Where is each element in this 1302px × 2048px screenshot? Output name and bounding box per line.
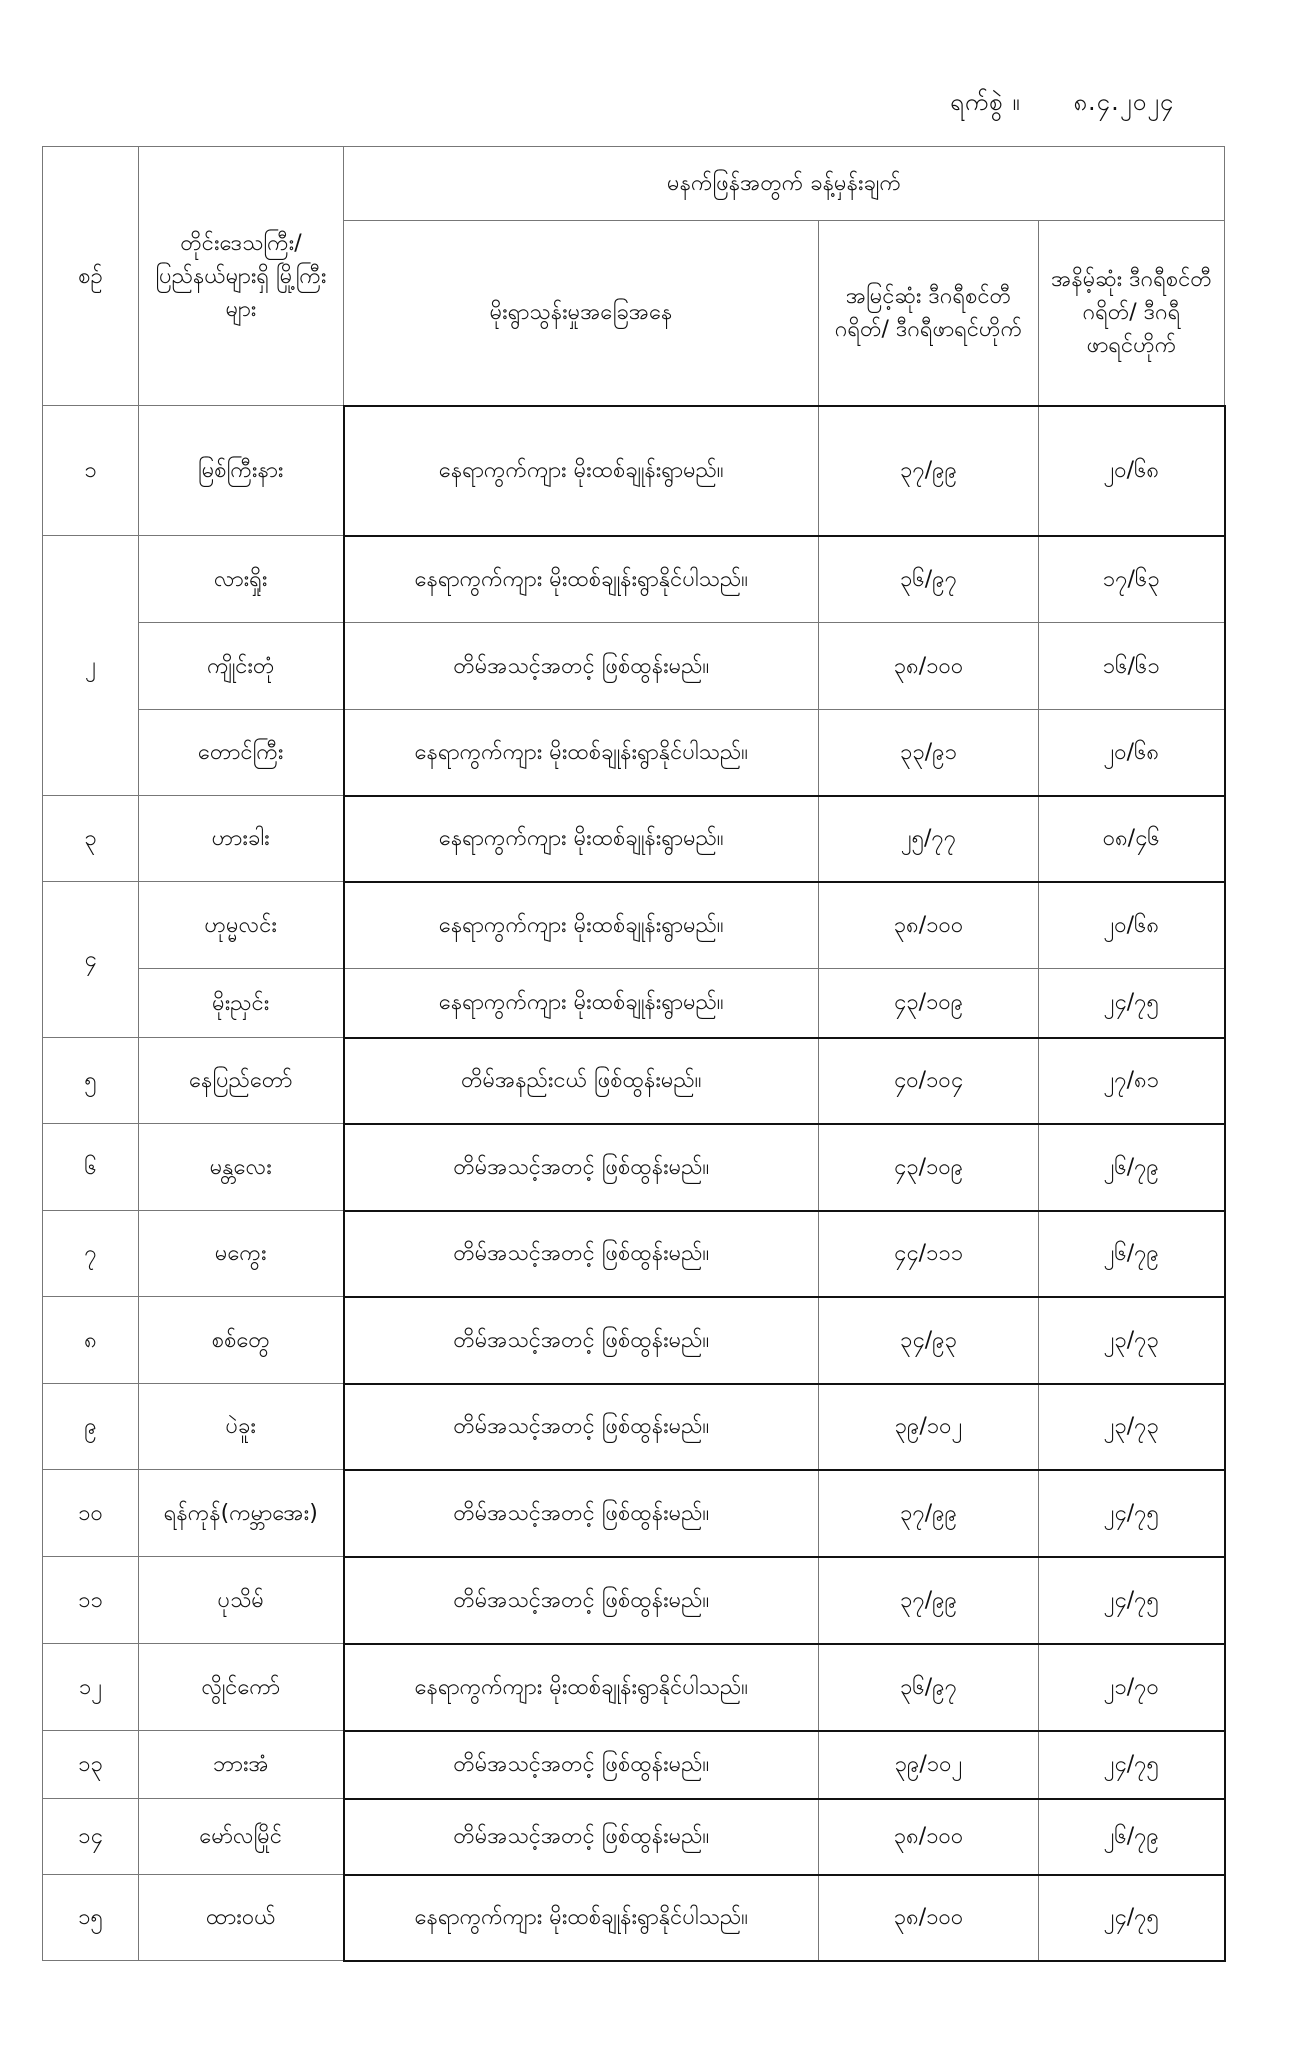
row-number: ၁၅ [43, 1875, 139, 1961]
document-date [950, 86, 1174, 122]
min-temperature: ၁၇/၆၃ [1039, 536, 1225, 623]
table-row [43, 1470, 1225, 1557]
min-temperature: ၂၇/၈၁ [1039, 1038, 1225, 1124]
table-row [43, 1297, 1225, 1384]
table-row [43, 406, 1225, 536]
city-name: မြစ်ကြီးနား [139, 406, 344, 536]
row-number: ၁၂ [43, 1644, 139, 1731]
max-temperature: ၄၄/၁၁၁ [819, 1211, 1039, 1297]
table-row [43, 1875, 1225, 1961]
weather-condition: တိမ်အသင့်အတင့် ဖြစ်ထွန်းမည်။ [344, 1731, 819, 1799]
min-temperature: ၂၆/၇၉ [1039, 1799, 1225, 1875]
weather-condition: တိမ်အသင့်အတင့် ဖြစ်ထွန်းမည်။ [344, 1470, 819, 1557]
header-region: တိုင်းဒေသကြီး/ ပြည်နယ်များရှိ မြို့ကြီးများ [139, 147, 344, 406]
weather-condition: နေရာကွက်ကျား မိုးထစ်ချုန်းရွာမည်။ [344, 969, 819, 1038]
max-temperature: ၄၃/၁၀၉ [819, 969, 1039, 1038]
table-row [43, 536, 1225, 623]
table-row [43, 1211, 1225, 1297]
max-temperature: ၃၆/၉၇ [819, 1644, 1039, 1731]
min-temperature: ၂၃/၇၃ [1039, 1297, 1225, 1384]
weather-condition: တိမ်အသင့်အတင့် ဖြစ်ထွန်းမည်။ [344, 1297, 819, 1384]
row-number: ၁၀ [43, 1470, 139, 1557]
weather-condition: နေရာကွက်ကျား မိုးထစ်ချုန်းရွာမည်။ [344, 882, 819, 969]
row-number: ၁၁ [43, 1557, 139, 1644]
weather-condition: နေရာကွက်ကျား မိုးထစ်ချုန်းရွာမည်။ [344, 406, 819, 536]
weather-condition: တိမ်အသင့်အတင့် ဖြစ်ထွန်းမည်။ [344, 623, 819, 710]
row-number: ၁ [43, 406, 139, 536]
max-temperature: ၃၇/၉၉ [819, 406, 1039, 536]
city-name: ဘားအံ [139, 1731, 344, 1799]
table-row [43, 1799, 1225, 1875]
row-number: ၆ [43, 1124, 139, 1211]
table-row [43, 1644, 1225, 1731]
table-row [43, 1731, 1225, 1799]
city-name: ပဲခူး [139, 1384, 344, 1470]
header-min-temp: အနိမ့်ဆုံး ဒီဂရီစင်တီဂရိတ်/ ဒီဂရီဖာရင်ဟိုက် [1039, 221, 1225, 406]
table-row [43, 710, 1225, 796]
max-temperature: ၃၉/၁၀၂ [819, 1731, 1039, 1799]
city-name: ဟားခါး [139, 796, 344, 882]
city-name: စစ်တွေ [139, 1297, 344, 1384]
table-row [43, 1124, 1225, 1211]
weather-condition: တိမ်အသင့်အတင့် ဖြစ်ထွန်းမည်။ [344, 1211, 819, 1297]
city-name: လားရှိုး [139, 536, 344, 623]
row-number: ၄ [43, 882, 139, 1038]
city-name: မန္တလေး [139, 1124, 344, 1211]
city-name: ဟုမ္မလင်း [139, 882, 344, 969]
table-row [43, 1557, 1225, 1644]
min-temperature: ၂၄/၇၅ [1039, 969, 1225, 1038]
weather-condition: နေရာကွက်ကျား မိုးထစ်ချုန်းရွာနိုင်ပါသည်။ [344, 710, 819, 796]
city-name: တောင်ကြီး [139, 710, 344, 796]
max-temperature: ၃၆/၉၇ [819, 536, 1039, 623]
max-temperature: ၃၇/၉၉ [819, 1470, 1039, 1557]
min-temperature: ၂၄/၇၅ [1039, 1470, 1225, 1557]
city-name: ထားဝယ် [139, 1875, 344, 1961]
weather-condition: တိမ်အနည်းငယ် ဖြစ်ထွန်းမည်။ [344, 1038, 819, 1124]
table-row [43, 796, 1225, 882]
date-value: ၈.၄.၂၀၂၄ [1073, 88, 1175, 116]
row-number: ၅ [43, 1038, 139, 1124]
weather-condition: တိမ်အသင့်အတင့် ဖြစ်ထွန်းမည်။ [344, 1384, 819, 1470]
max-temperature: ၃၄/၉၃ [819, 1297, 1039, 1384]
min-temperature: ၂၄/၇၅ [1039, 1875, 1225, 1961]
max-temperature: ၂၅/၇၇ [819, 796, 1039, 882]
max-temperature: ၃၃/၉၁ [819, 710, 1039, 796]
weather-condition: နေရာကွက်ကျား မိုးထစ်ချုန်းရွာနိုင်ပါသည်။ [344, 536, 819, 623]
date-label: ရက်စွဲ ။ [950, 88, 1021, 116]
header-max-temp: အမြင့်ဆုံး ဒီဂရီစင်တီဂရိတ်/ ဒီဂရီဖာရင်ဟိုက် [819, 221, 1039, 406]
row-number: ၃ [43, 796, 139, 882]
city-name: လွိုင်ကော် [139, 1644, 344, 1731]
max-temperature: ၃၉/၁၀၂ [819, 1384, 1039, 1470]
city-name: မိုးညှင်း [139, 969, 344, 1038]
table-row [43, 1384, 1225, 1470]
weather-condition: တိမ်အသင့်အတင့် ဖြစ်ထွန်းမည်။ [344, 1557, 819, 1644]
header-no: စဉ် [43, 147, 139, 406]
min-temperature: ၂၄/၇၅ [1039, 1731, 1225, 1799]
max-temperature: ၄၃/၁၀၉ [819, 1124, 1039, 1211]
min-temperature: ၂၄/၇၅ [1039, 1557, 1225, 1644]
max-temperature: ၃၈/၁၀၀ [819, 1799, 1039, 1875]
weather-forecast-table [42, 146, 1226, 1962]
row-number: ၁၄ [43, 1799, 139, 1875]
table-body [43, 406, 1225, 1961]
min-temperature: ၂၁/၇၀ [1039, 1644, 1225, 1731]
weather-condition: နေရာကွက်ကျား မိုးထစ်ချုန်းရွာနိုင်ပါသည်။ [344, 1644, 819, 1731]
min-temperature: ၁၆/၆၁ [1039, 623, 1225, 710]
city-name: ကျိုင်းတုံ [139, 623, 344, 710]
weather-condition: တိမ်အသင့်အတင့် ဖြစ်ထွန်းမည်။ [344, 1799, 819, 1875]
city-name: ပုသိမ် [139, 1557, 344, 1644]
max-temperature: ၃၈/၁၀၀ [819, 882, 1039, 969]
row-number: ၈ [43, 1297, 139, 1384]
max-temperature: ၃၇/၉၉ [819, 1557, 1039, 1644]
max-temperature: ၃၈/၁၀၀ [819, 1875, 1039, 1961]
row-number: ၁၃ [43, 1731, 139, 1799]
table-row [43, 623, 1225, 710]
weather-condition: နေရာကွက်ကျား မိုးထစ်ချုန်းရွာမည်။ [344, 796, 819, 882]
table-row [43, 1038, 1225, 1124]
min-temperature: ၂၆/၇၉ [1039, 1124, 1225, 1211]
min-temperature: ၂၆/၇၉ [1039, 1211, 1225, 1297]
min-temperature: ၂၀/၆၈ [1039, 882, 1225, 969]
min-temperature: ၂၀/၆၈ [1039, 406, 1225, 536]
header-forecast-group: မနက်ဖြန်အတွက် ခန့်မှန်းချက် [344, 147, 1225, 221]
row-number: ၉ [43, 1384, 139, 1470]
min-temperature: ၀၈/၄၆ [1039, 796, 1225, 882]
header-weather: မိုးရွာသွန်းမှုအခြေအနေ [344, 221, 819, 406]
row-number: ၇ [43, 1211, 139, 1297]
table-row [43, 969, 1225, 1038]
city-name: ရန်ကုန်(ကမ္ဘာအေး) [139, 1470, 344, 1557]
max-temperature: ၄၀/၁၀၄ [819, 1038, 1039, 1124]
weather-condition: တိမ်အသင့်အတင့် ဖြစ်ထွန်းမည်။ [344, 1124, 819, 1211]
city-name: မော်လမြိုင် [139, 1799, 344, 1875]
row-number: ၂ [43, 536, 139, 796]
max-temperature: ၃၈/၁၀၀ [819, 623, 1039, 710]
city-name: နေပြည်တော် [139, 1038, 344, 1124]
min-temperature: ၂၃/၇၃ [1039, 1384, 1225, 1470]
city-name: မကွေး [139, 1211, 344, 1297]
min-temperature: ၂၀/၆၈ [1039, 710, 1225, 796]
weather-condition: နေရာကွက်ကျား မိုးထစ်ချုန်းရွာနိုင်ပါသည်။ [344, 1875, 819, 1961]
table-row [43, 882, 1225, 969]
